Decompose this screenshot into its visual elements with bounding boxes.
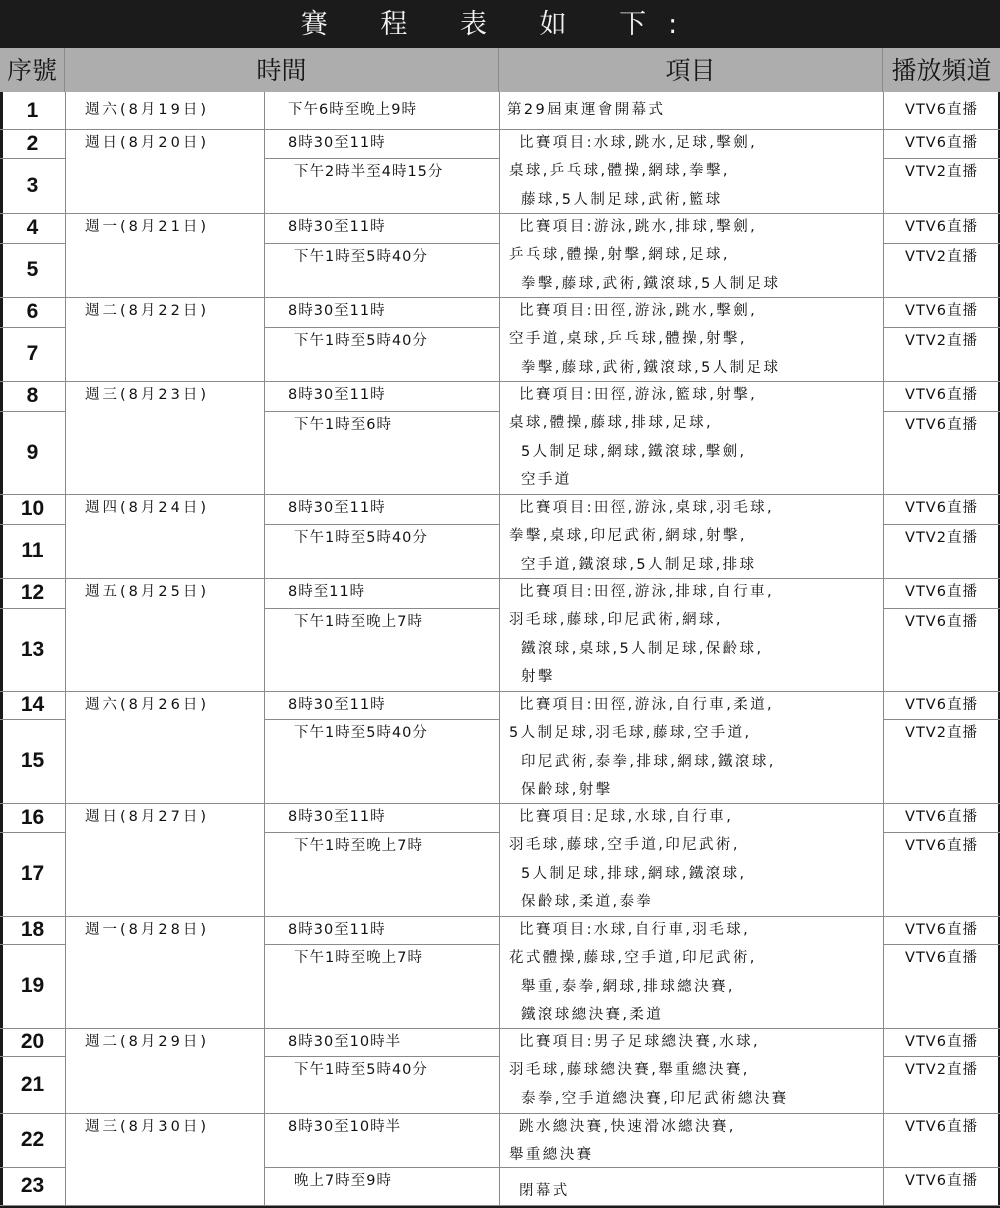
row-number: 23 [20, 1174, 45, 1197]
row-number: 6 [26, 300, 39, 323]
grid-line [499, 1167, 883, 1168]
channel-cell: VTV6直播 [905, 1173, 978, 1189]
date-cell: 週一(8月21日) [85, 219, 209, 235]
time-cell: 8時至11時 [288, 584, 366, 600]
event-line: 羽毛球,藤球,空手道,印尼武術, [509, 837, 740, 854]
event-line: 比賽項目:水球,自行車,羽毛球, [519, 922, 751, 938]
event-line: 花式體操,藤球,空手道,印尼武術, [509, 950, 757, 967]
row-number: 7 [26, 342, 39, 365]
event-line: 拳擊,桌球,印尼武術,網球,射擊, [509, 528, 747, 545]
date-cell: 週三(8月23日) [85, 387, 209, 403]
date-cell: 週日(8月27日) [85, 809, 209, 825]
time-cell: 8時30至11時 [288, 922, 386, 938]
time-cell: 8時30至11時 [288, 303, 386, 319]
time-cell: 8時30至11時 [288, 809, 386, 825]
event-line: 5人制足球,網球,鐵滾球,擊劍, [521, 443, 747, 460]
column-header-item: 項目 [499, 48, 883, 92]
date-cell: 週一(8月28日) [85, 922, 209, 938]
time-cell: 下午2時半至4時15分 [294, 164, 444, 180]
row-number: 9 [26, 441, 39, 464]
channel-cell: VTV2直播 [905, 164, 978, 180]
channel-cell: VTV2直播 [905, 530, 978, 546]
row-number: 15 [20, 749, 45, 772]
time-cell: 下午1時至5時40分 [294, 725, 428, 741]
row-number: 12 [20, 581, 45, 604]
event-line: 桌球,體操,藤球,排球,足球, [509, 415, 714, 432]
event-line: 比賽項目:田徑,游泳,自行車,柔道, [519, 697, 775, 713]
event-line: 第29屆東運會開幕式 [507, 102, 666, 118]
event-line: 藤球,5人制足球,武術,籃球 [521, 191, 723, 208]
channel-cell: VTV2直播 [905, 249, 978, 265]
channel-cell: VTV2直播 [905, 725, 978, 741]
date-cell: 週五(8月25日) [85, 584, 209, 600]
row-number: 19 [20, 974, 45, 997]
channel-cell: VTV6直播 [905, 809, 978, 825]
row-number: 10 [20, 497, 45, 520]
event-line: 5人制足球,排球,網球,鐵滾球, [521, 865, 747, 882]
row-number: 17 [20, 862, 45, 885]
row-number: 20 [20, 1030, 45, 1053]
event-line: 空手道,鐵滾球,5人制足球,排球 [521, 556, 757, 573]
event-line: 鐵滾球總決賽,柔道 [521, 1006, 664, 1023]
time-cell: 8時30至11時 [288, 697, 386, 713]
row-number: 5 [26, 258, 39, 281]
date-cell: 週二(8月29日) [85, 1034, 209, 1050]
event-line: 閉幕式 [519, 1183, 570, 1199]
column-header-channel: 播放頻道 [883, 48, 1000, 92]
event-line: 印尼武術,泰拳,排球,網球,鐵滾球, [521, 753, 776, 770]
event-line: 射擊 [521, 668, 555, 685]
time-cell: 8時30至11時 [288, 387, 386, 403]
channel-cell: VTV6直播 [905, 614, 978, 630]
channel-cell: VTV6直播 [905, 135, 978, 151]
event-line: 比賽項目:游泳,跳水,排球,擊劍, [519, 219, 758, 235]
event-line: 比賽項目:足球,水球,自行車, [519, 809, 734, 825]
time-cell: 8時30至10時半 [288, 1034, 402, 1050]
event-line: 比賽項目:田徑,游泳,跳水,擊劍, [519, 303, 758, 319]
row-number: 2 [26, 132, 39, 155]
event-line: 舉重,泰拳,網球,排球總決賽, [521, 978, 735, 995]
channel-cell: VTV2直播 [905, 333, 978, 349]
date-cell: 週三(8月30日) [85, 1119, 209, 1135]
event-line: 鐵滾球,桌球,5人制足球,保齡球, [521, 640, 764, 657]
date-cell: 週六(8月26日) [85, 697, 209, 713]
grid-line [0, 1205, 1000, 1206]
channel-cell: VTV6直播 [905, 102, 978, 118]
event-line: 保齡球,射擊 [521, 781, 613, 798]
time-cell: 下午1時至5時40分 [294, 1062, 428, 1078]
row-number: 21 [20, 1073, 45, 1096]
event-line: 泰拳,空手道總決賽,印尼武術總決賽 [521, 1090, 789, 1107]
time-cell: 8時30至10時半 [288, 1119, 402, 1135]
row-number: 13 [20, 638, 45, 661]
event-line: 空手道 [521, 471, 572, 488]
channel-cell: VTV6直播 [905, 417, 978, 433]
channel-cell: VTV6直播 [905, 950, 978, 966]
event-line: 桌球,乒乓球,體操,網球,拳擊, [509, 163, 730, 180]
time-cell: 晚上7時至9時 [294, 1173, 392, 1189]
row-number: 22 [20, 1128, 45, 1151]
time-cell: 下午1時至晚上7時 [294, 950, 423, 966]
event-line: 保齡球,柔道,泰拳 [521, 893, 654, 910]
row-number: 8 [26, 384, 39, 407]
page-title: 賽 程 表 如 下: [0, 0, 1000, 48]
channel-cell: VTV6直播 [905, 697, 978, 713]
time-cell: 下午1時至晚上7時 [294, 838, 423, 854]
event-line: 比賽項目:田徑,游泳,排球,自行車, [519, 584, 775, 600]
event-line: 拳擊,藤球,武術,鐵滾球,5人制足球 [521, 275, 781, 292]
row-number: 3 [26, 174, 39, 197]
date-cell: 週二(8月22日) [85, 303, 209, 319]
row-number: 4 [26, 216, 39, 239]
time-cell: 下午1時至晚上7時 [294, 614, 423, 630]
row-number: 18 [20, 918, 45, 941]
event-line: 舉重總決賽 [509, 1147, 594, 1164]
channel-cell: VTV6直播 [905, 387, 978, 403]
channel-cell: VTV6直播 [905, 1119, 978, 1135]
channel-cell: VTV6直播 [905, 303, 978, 319]
row-number: 14 [20, 693, 45, 716]
channel-cell: VTV6直播 [905, 1034, 978, 1050]
channel-cell: VTV2直播 [905, 1062, 978, 1078]
channel-cell: VTV6直播 [905, 922, 978, 938]
channel-cell: VTV6直播 [905, 219, 978, 235]
time-cell: 下午1時至5時40分 [294, 249, 428, 265]
event-line: 比賽項目:田徑,游泳,桌球,羽毛球, [519, 500, 775, 516]
time-cell: 下午1時至5時40分 [294, 333, 428, 349]
event-line: 羽毛球,藤球,印尼武術,網球, [509, 612, 723, 629]
event-line: 羽毛球,藤球總決賽,舉重總決賽, [509, 1062, 750, 1079]
row-number: 1 [26, 99, 39, 122]
time-cell: 下午1時至5時40分 [294, 530, 428, 546]
event-line: 拳擊,藤球,武術,鐵滾球,5人制足球 [521, 359, 781, 376]
event-line: 5人制足球,羽毛球,藤球,空手道, [509, 725, 752, 742]
event-line: 比賽項目:田徑,游泳,籃球,射擊, [519, 387, 758, 403]
date-cell: 週日(8月20日) [85, 135, 209, 151]
channel-cell: VTV6直播 [905, 838, 978, 854]
time-cell: 下午1時至6時 [294, 417, 392, 433]
time-cell: 8時30至11時 [288, 219, 386, 235]
row-number: 16 [20, 806, 45, 829]
event-line: 空手道,桌球,乒乓球,體操,射擊, [509, 331, 747, 348]
row-number: 11 [21, 539, 44, 562]
channel-cell: VTV6直播 [905, 500, 978, 516]
date-cell: 週六(8月19日) [85, 102, 209, 118]
column-header-seq: 序號 [0, 48, 65, 92]
time-cell: 8時30至11時 [288, 135, 386, 151]
event-line: 乒乓球,體操,射擊,網球,足球, [509, 247, 730, 264]
time-cell: 下午6時至晚上9時 [288, 102, 417, 118]
date-cell: 週四(8月24日) [85, 500, 209, 516]
event-line: 比賽項目:男子足球總決賽,水球, [519, 1034, 761, 1050]
column-header-time: 時間 [65, 48, 499, 92]
channel-cell: VTV6直播 [905, 584, 978, 600]
time-cell: 8時30至11時 [288, 500, 386, 516]
event-line: 跳水總決賽,快速滑冰總決賽, [519, 1119, 736, 1135]
event-line: 比賽項目:水球,跳水,足球,擊劍, [519, 135, 758, 151]
